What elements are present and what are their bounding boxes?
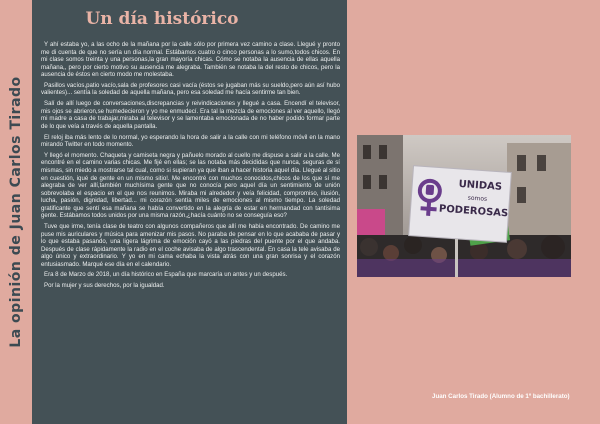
- article-body: [41, 41, 340, 293]
- vertical-author-strip: [0, 0, 32, 424]
- head: [360, 238, 378, 256]
- pink-banner: [357, 209, 385, 235]
- paragraph: Tuve que irme, tenía clase de teatro con algunos compañeros que allí me había encontrado. De camino me puse mis auriculares y música para amenizar mis pasos. No paraba de pensar en lo que acababa de pasar y lo que estaba pasando, una ligera lágrima de emoción cayó a las piedras del puente por el que andaba. Después de clase rápidamente la radio en el coche avisaba de algo trascendental. En casa la tele avisaba de algo único y extraordinario. Y yo en mi cama echaba la vista atrás con una gran sonrisa y el corazón entusiasmado. Marqué ese día en el calendario.: [41, 222, 340, 268]
- protest-photo-illustration: [357, 135, 571, 277]
- window: [517, 187, 526, 203]
- article-title: Un día histórico: [85, 9, 239, 29]
- head: [404, 236, 422, 254]
- window: [517, 155, 526, 171]
- article-panel: [32, 0, 347, 424]
- window: [363, 145, 371, 159]
- head: [383, 245, 399, 261]
- paragraph: Pasillos vacíos,patio vacío,sala de profesores casi vacía (éstos se jugaban más su sueldo,pero aún así hubo valientes)... sentía la soledad de aquella mañana, pero esa soledad me hacía sentirme tan bien.: [41, 81, 340, 97]
- protest-photo: [357, 135, 571, 277]
- window: [379, 145, 387, 159]
- protest-sign: [409, 166, 512, 243]
- paragraph: Y llegó el momento. Chaqueta y camiseta negra y pañuelo morado al cuello me dispuse a salir a la calle. Me encontré en el camino varias chicas. Me fijé en ellas; se las notaba más decididas que nunca, seguras de sí mismas, sin miedo a mostrarse tal cual, como si supieran ya que iban a hacer historia aquel día. Llegué al sitio en cuestión, iqué de gente en un mismo sitio!. Me encontré con muchos conocidos,chicos de los que sí me alegraba de ver allí,también muchísima gente que no conocía pero aquel día un sentimiento de unión sobrevolaba el espacio en el que nos reunimos. Miraba mi alrededor y veía felicidad, compromiso, ilusión, lucha, pasión, dignidad, libertad... mi corazón sentía miles de emociones al mismo tiempo. La soledad gratificante que sentí esa mañana se había convertido en la alegría de estar en hermandad con tantísima gente. Estábamos todos unidos por una misma razón,¿hacía cuánto no se conseguía eso?: [41, 151, 340, 220]
- head: [507, 239, 527, 259]
- paragraph: Y ahí estaba yo, a las ocho de la mañana por la calle sólo por primera vez camino a clase. Llegué y pronto me di cuenta de que no sería un día normal. Estábamos cuatro o cinco personas a lo sumo,todos chicos. En mi clase somos treinta y una personas,la gran mayoría chicas. Cómo se notaba la ausencia de ellas aquella mañana,, pero por cierto motivo su ausencia me alegraba. También se notaba la del resto de chicos, pero la ausencia de éstos en cierto modo me molestaba.: [41, 41, 340, 79]
- sign-text-unidas: UNIDAS: [458, 178, 503, 193]
- window: [363, 175, 371, 189]
- photo-caption: Juan Carlos Tirado (Alumno de 1º bachillerato): [432, 393, 570, 400]
- paragraph: Era 8 de Marzo de 2018, un día histórico en España que marcaría un antes y un después.: [44, 271, 288, 279]
- paragraph: Por la mujer y sus derechos, por la igualdad.: [44, 282, 165, 290]
- purple-scarves: [357, 259, 571, 277]
- sign-text-poderosas: PODEROSAS: [438, 203, 509, 220]
- head: [541, 235, 565, 259]
- sign-text-somos: somos: [467, 194, 488, 203]
- paragraph: Salí de allí luego de conversaciones,discrepancias y reivindicaciones y llegué a casa. Encendí el televisor, mis ojos se abrieron,se humedecieron y yo me enmudecí. Era tal la mezcla de emociones al ver aquello, llegó mi madre a casa de trabajar,miraba al televisor y se lamentaba emocionada de no haber podido formar parte de lo que veía a través de aquella pantalla.: [41, 100, 340, 130]
- sign-stick: [455, 239, 458, 277]
- window: [537, 155, 546, 171]
- paragraph: El reloj iba más lento de lo normal, yo esperando la hora de salir a la calle con mi teléfono móvil en la mano mirando Twitter en todo momento.: [41, 133, 340, 149]
- window: [379, 175, 387, 189]
- author-vertical-label: La opinión de Juan Carlos Tirado: [8, 76, 24, 348]
